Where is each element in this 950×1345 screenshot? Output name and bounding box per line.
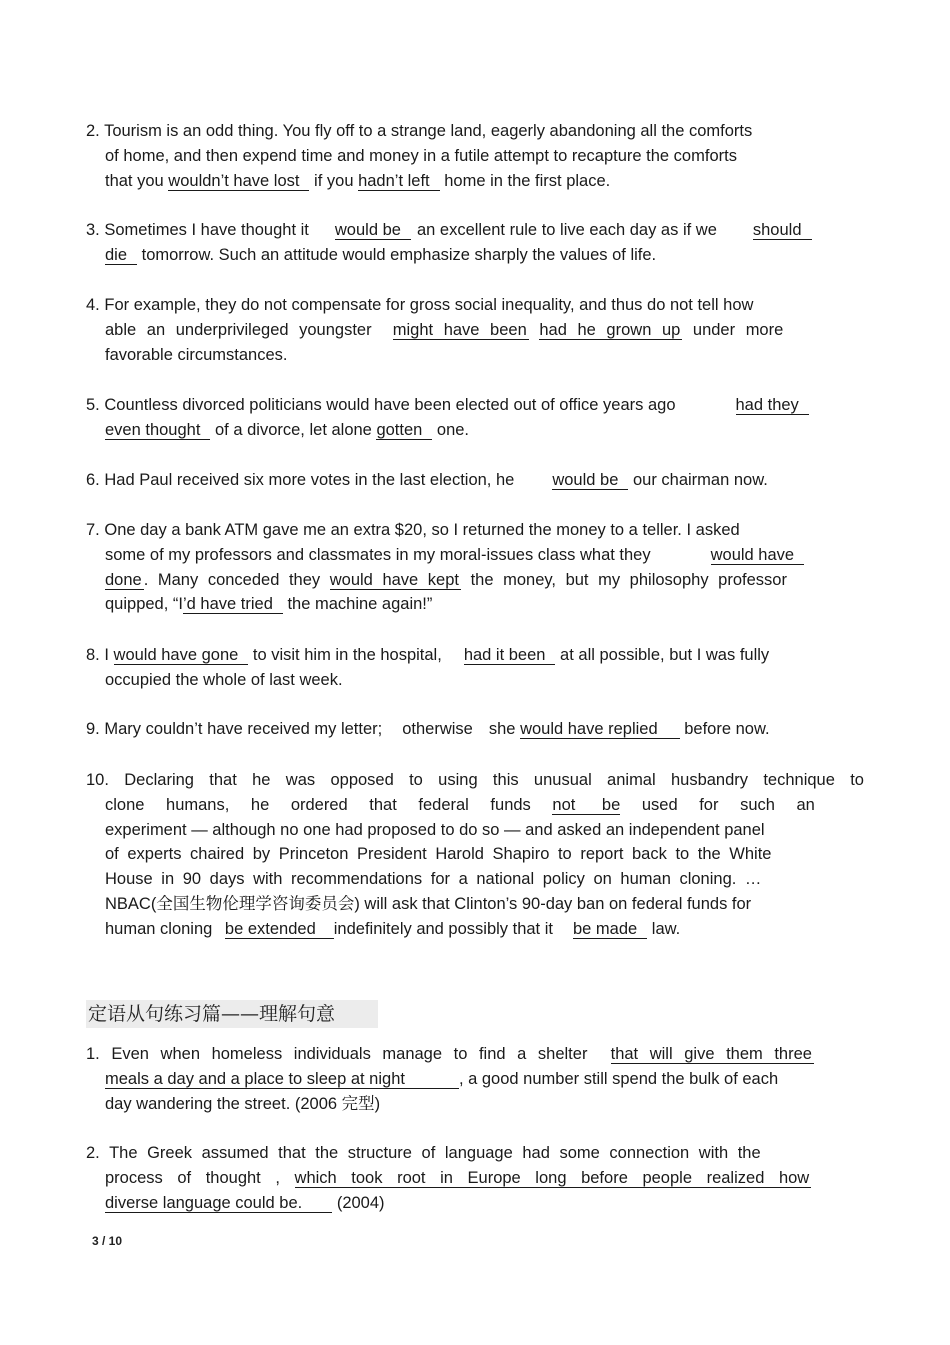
item-text: home in the first place. <box>439 171 611 190</box>
item-text: tomorrow. Such an attitude would emphasize sharply the values of life. <box>137 245 657 264</box>
item-text: Sometimes I have thought it <box>104 221 309 239</box>
item-text: House in 90 days with recommendations for a national policy on human cloning. … <box>105 870 762 889</box>
item-text: before now. <box>679 720 770 738</box>
item-text: occupied the whole of last week. <box>105 670 343 689</box>
item-text: of home, and then expend time and money in a futile attempt to recapture the comforts <box>105 146 737 165</box>
item-text: she <box>488 720 516 738</box>
item-text: favorable circumstances. <box>105 345 288 364</box>
item-number: 4. <box>86 296 100 314</box>
item-text: experiment — although no one had proposed to do so — and asked an independent panel <box>105 820 765 839</box>
answer-blank: done <box>105 570 142 589</box>
item-text: at all possible, but I was fully <box>555 646 770 664</box>
item-text: the machine again!” <box>282 595 433 614</box>
answer-blank: wouldn’t have lost <box>168 173 309 191</box>
item-text: quipped, “I <box>105 595 183 614</box>
answer-blank: would be <box>552 472 628 490</box>
item-text: Mary couldn’t have received my letter; <box>104 720 383 738</box>
item-text: Had Paul received six more votes in the last election, he <box>104 471 515 489</box>
exercise-item-2 <box>86 119 864 193</box>
exercise-item-6 <box>86 468 864 493</box>
item-text: Tourism is an odd thing. You fly off to a strange land, eagerly abandoning all the comforts <box>104 122 753 140</box>
answer-blank: might have been <box>392 320 527 339</box>
item-text: one. <box>432 420 470 439</box>
item-text: Countless divorced politicians would have been elected out of office years ago <box>104 396 676 414</box>
answer-blank: diverse language could be. <box>105 1195 332 1213</box>
item-text: our chairman now. <box>628 471 768 489</box>
answer-blank: would have replied <box>520 721 680 739</box>
exercise-item-4 <box>86 293 864 367</box>
item-text: an excellent rule to live each day as if we <box>416 221 717 239</box>
item-text: otherwise <box>402 720 473 738</box>
item-text: law. <box>647 919 681 938</box>
item-text: . Many conceded they <box>143 570 321 589</box>
item-text: , a good number still spend the bulk of each <box>458 1069 779 1088</box>
section-item-2 <box>86 1141 864 1215</box>
answer-blank: even thought <box>105 422 210 440</box>
item-text: if you <box>309 171 359 190</box>
item-text: The Greek assumed that the structure of language had some connection with the <box>109 1144 761 1162</box>
answer-blank: ’d have tried <box>183 596 283 614</box>
exercise-item-5 <box>86 393 864 443</box>
item-text: able an underprivileged youngster <box>105 320 372 339</box>
answer-blank: which took root in Europe long before people realized how <box>294 1168 810 1187</box>
item-text: clone humans, he ordered that federal funds <box>105 795 531 814</box>
item-text: that you <box>105 171 169 190</box>
item-number: 6. <box>86 471 100 489</box>
item-number: 7. <box>86 521 100 539</box>
item-text: For example, they do not compensate for gross social inequality, and thus do not tell how <box>104 296 754 314</box>
item-text: of a divorce, let alone <box>210 420 377 439</box>
item-number: 8. <box>86 646 100 664</box>
answer-blank: had they <box>736 397 809 415</box>
exercise-item-8 <box>86 643 864 693</box>
item-text: the money, but my philosophy professor <box>470 570 787 589</box>
answer-blank: should <box>753 222 812 240</box>
item-text: under more <box>692 320 784 339</box>
item-text: (2004) <box>332 1193 385 1212</box>
item-number: 10. <box>86 771 109 789</box>
item-number: 2. <box>86 122 100 140</box>
item-text: some of my professors and classmates in my moral-issues class what they <box>105 545 651 564</box>
item-text: Declaring that he was opposed to using this unusual animal husbandry technique to <box>124 771 864 789</box>
answer-blank: be made <box>573 921 647 939</box>
answer-blank: not be <box>552 795 621 814</box>
item-text: of experts chaired by Princeton President Harold Shapiro to report back to the White <box>105 845 772 864</box>
answer-blank: gotten <box>376 422 432 440</box>
section-heading: 定语从句练习篇——理解句意 <box>86 1000 378 1028</box>
item-text: One day a bank ATM gave me an extra $20, so I returned the money to a teller. I asked <box>104 521 740 539</box>
item-text: NBAC(全国生物伦理学咨询委员会) will ask that Clinton’s 90-day ban on federal funds for <box>105 894 752 913</box>
answer-blank: would have <box>711 547 804 565</box>
item-text: human cloning <box>105 919 217 938</box>
page-number: 3 / 10 <box>92 1234 123 1248</box>
item-text: indefinitely and possibly that it <box>333 919 553 938</box>
exercise-item-10 <box>86 768 864 942</box>
item-text: used for such an <box>641 795 815 814</box>
exercise-item-3 <box>86 218 864 268</box>
item-text: Even when homeless individuals manage to find a shelter <box>111 1045 588 1063</box>
answer-blank: meals a day and a place to sleep at night <box>105 1071 459 1089</box>
answer-blank: would have kept <box>329 570 459 589</box>
exercise-item-7 <box>86 518 864 617</box>
item-number: 5. <box>86 396 100 414</box>
answer-blank: that will give them three <box>610 1045 812 1063</box>
answer-blank: hadn’t left <box>358 173 440 191</box>
answer-blank: be extended <box>225 921 334 939</box>
answer-blank: die <box>105 247 137 265</box>
answer-blank: had it been <box>464 647 556 665</box>
item-number: 2. <box>86 1144 100 1162</box>
item-text: to visit him in the hospital, <box>248 646 442 664</box>
item-number: 3. <box>86 221 100 239</box>
exercise-item-9 <box>86 717 864 742</box>
answer-blank: would have gone <box>114 647 249 665</box>
item-text: I <box>104 646 114 664</box>
item-number: 9. <box>86 720 100 738</box>
item-text: day wandering the street. (2006 完型) <box>105 1094 381 1113</box>
answer-blank: would be <box>335 222 411 240</box>
answer-blank: had he grown up <box>539 320 681 339</box>
section-item-1 <box>86 1042 864 1116</box>
item-number: 1. <box>86 1045 100 1063</box>
item-text: process of thought , <box>105 1168 280 1187</box>
